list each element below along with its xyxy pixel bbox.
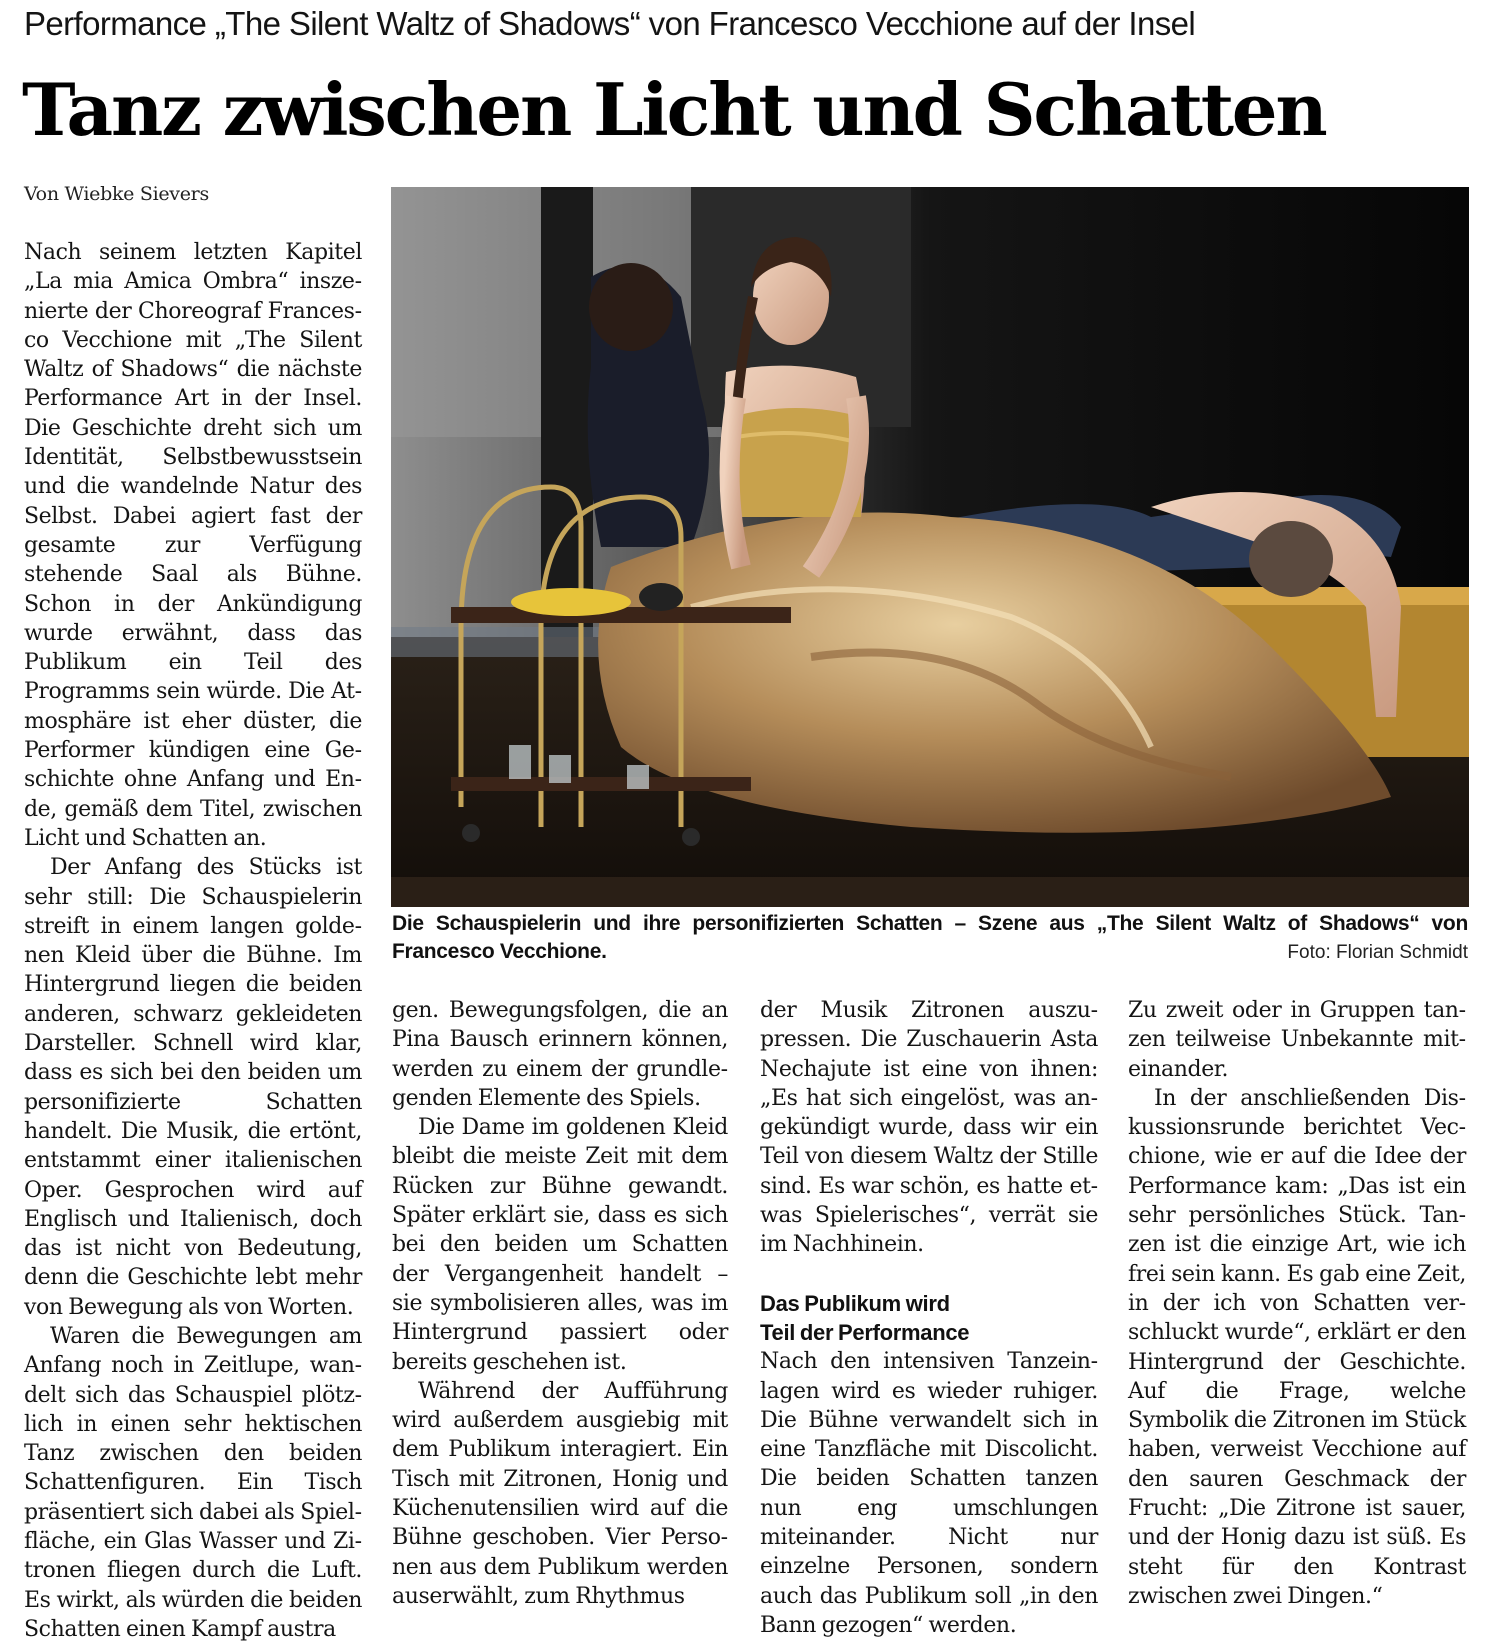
stage-scene-illustration <box>391 187 1469 907</box>
text-column-1 <box>24 238 362 1644</box>
article-byline: Von Wiebke Sievers <box>24 183 209 205</box>
article-photo <box>391 187 1469 907</box>
paragraph: Während der Aufführung wird außerdem ausgiebig mit dem Publikum interagiert. Ein Tisch mit Zitronen, Honig und Küchenutensilien wird auf die Bühne geschoben. Vier Personen aus dem Publikum werden auserwählt, zum Rhythmus <box>392 1378 728 1609</box>
paragraph: Der Anfang des Stücks ist sehr still: Die Schauspielerin streift in einem langen goldenen Kleid über die Bühne. Im Hintergrund liegen die beiden anderen, schwarz gekleideten Darsteller. Schnell wird klar, dass es sich bei den beiden um personifizierte Schatten handelt. Die Musik, die ertönt, entstammt einer italienischen Oper. Gesprochen wird auf Englisch und Italienisch, doch das ist nicht von Bedeutung, denn die Geschichte lebt mehr von Bewegung als von Worten. <box>24 855 362 1320</box>
subheading-line-1: Das Publikum wird <box>760 1290 950 1316</box>
paragraph: Waren die Bewegungen am Anfang noch in Zeitlupe, wandelt sich das Schauspiel plötzlich in einen sehr hektischen Tanz zwischen den beiden Schattenfiguren. Ein Tisch präsentiert sich dabei als Spielfläche, ein Glas Wasser und Zitronen fliegen durch die Luft. Es wirkt, als würden die beiden Schatten einen Kampf austra <box>24 1323 362 1642</box>
article-kicker: Performance „The Silent Waltz of Shadows“ von Francesco Vecchione auf der Insel <box>24 5 1196 42</box>
paragraph: Die Dame im goldenen Kleid bleibt die meiste Zeit mit dem Rücken zur Bühne gewandt. Später erklärt sie, dass es sich bei den beiden um Schatten der Vergangenheit handelt – sie symbolisieren alles, was im Hintergrund passiert oder bereits geschehen ist. <box>392 1115 728 1375</box>
subheading-line-2: Teil der Performance <box>760 1319 970 1345</box>
article-headline: Tanz zwischen Licht und Schatten <box>22 67 1326 152</box>
paragraph: Zu zweit oder in Gruppen tanzen teilweise Unbekannte miteinander. <box>1128 998 1466 1082</box>
paragraph: gen. Bewegungsfolgen, die an Pina Bausch erinnern können, werden zu einem der grundlegenden Elemente des Spiels. <box>392 998 728 1111</box>
paragraph: Nach seinem letzten Kapitel „La mia Amica Ombra“ inszenierte der Choreograf Francesco Vecchione mit „The Silent Waltz of Shadows“ die nächste Performance Art in der Insel. Die Geschichte dreht sich um Identität, Selbstbewusstsein und die wandelnde Natur des Selbst. Dabei agiert fast der gesamte zur Verfügung stehende Saal als Bühne. Schon in der Ankündigung wurde erwähnt, dass das Publikum ein Teil des Programms sein würde. Die Atmosphäre ist eher düster, die Performer kündigen eine Geschichte ohne Anfang und Ende, gemäß dem Titel, zwischen Licht und Schatten an. <box>24 240 362 851</box>
subheading <box>760 1289 1098 1348</box>
photo-credit: Foto: Florian Schmidt <box>1287 942 1468 963</box>
text-column-2 <box>392 996 728 1611</box>
text-column-4 <box>1128 996 1466 1611</box>
paragraph: In der anschließenden Diskussionsrunde berichtet Vecchione, wie er auf die Idee der Performance kam: „Das ist ein sehr persönliches Stück. Tanzen ist die einzige Art, wie ich frei sein kann. Es gab eine Zeit, in der ich von Schatten verschluckt wurde“, erklärt er den Hintergrund der Geschichte. Auf die Frage, welche Symbolik die Zitronen im Stück haben, verweist Vecchione auf den sauren Geschmack der Frucht: „Die Zitrone ist sauer, und der Honig dazu ist süß. Es steht für den Kontrast zwischen zwei Dingen.“ <box>1128 1085 1466 1609</box>
photo-caption: Die Schauspielerin und ihre personifizierten Schatten – Szene aus „The Silent Waltz of Shadows“ von Francesco Vecchione. <box>392 912 1468 963</box>
paragraph: Nach den intensiven Tanzeinlagen wird es wieder ruhiger. Die Bühne verwandelt sich in eine Tanzfläche mit Discolicht. Die beiden Schatten tanzen nun eng umschlungen miteinander. Nicht nur einzelne Personen, sondern auch das Publikum soll „in den Bann gezogen“ werden. <box>760 1349 1098 1638</box>
text-column-3 <box>760 996 1098 1640</box>
paragraph: der Musik Zitronen auszupressen. Die Zuschauerin Asta Nechajute ist eine von ihnen: „Es hat sich eingelöst, was angekündigt wurde, dass wir ein Teil von diesem Waltz der Stille sind. Es war schön, es hatte etwas Spielerisches“, verrät sie im Nachhinein. <box>760 998 1098 1258</box>
